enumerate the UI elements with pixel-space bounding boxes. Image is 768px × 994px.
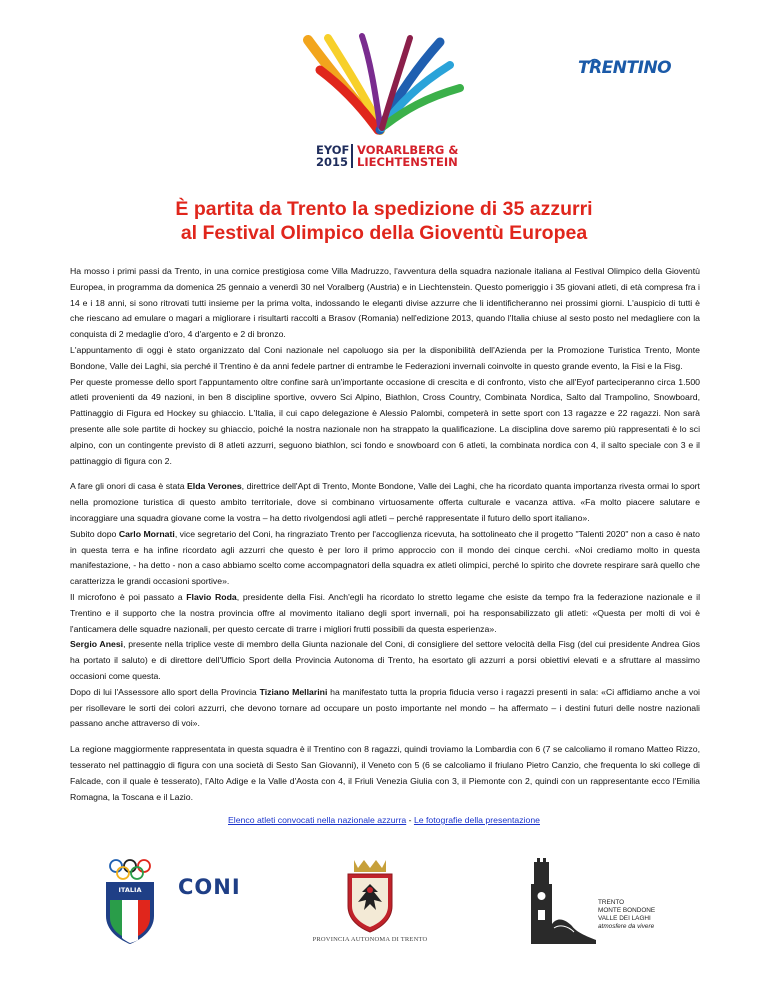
speaker-name: Carlo Mornati xyxy=(118,528,175,539)
paragraph-anesi xyxy=(70,637,700,684)
text-segment: A fare gli onori di casa è stata xyxy=(70,481,188,492)
coni-logo xyxy=(100,856,241,946)
italia-label: ITALIA xyxy=(118,886,142,894)
text-segment: , vice segretario del Coni, ha ringraziato Trento per l'accoglienza ricevuta, ha sottolineato che il progetto "Talenti 2020" non a caso è nato in questa terra e ha infine ricordato agli azzurri che questo è per loro il primo approccio con il mondo dei cinque cerchi. «Noi crediamo molto in questa manifestazione, - ha detto - non a caso abbiamo scelto come accompagnatori della squadra ex atleti olimpici, perché lo spirito che dovrete respirare sarà quello che caratterizza le grandi occasioni sportive». xyxy=(70,528,700,587)
link-separator: - xyxy=(406,815,414,825)
eyof-label: EYOF xyxy=(316,143,350,157)
eyof-host-block xyxy=(357,144,458,168)
text-segment: ha manifestato tutta la propria fiducia verso i ragazzi presenti in sala: «Ci affidiamo anche a voi per risollevare le sorti dei colori azzurri, che devono tornare ad occupare un posto importante nel mondo – ha affermato – i destini futuri delle nostre nazionali passano anche attraverso di voi». xyxy=(70,686,700,729)
eyof-year: 2015 xyxy=(316,155,349,169)
eyof-divider xyxy=(351,144,353,168)
trentino-logo xyxy=(578,56,688,96)
speaker-name: Sergio Anesi xyxy=(70,639,124,650)
apt-line-laghi: VALLE DEI LAGHI xyxy=(598,915,651,922)
paragraph-intro: Ha mosso i primi passi da Trento, in una cornice prestigiosa come Villa Madruzzo, l'avventura della squadra nazionale italiana al Festival Olimpico della Gioventù Europea, in programma da domenica 25 gennaio a venerdì 30 nel Voralberg (Austria) e in Liechtenstein. Questo pomeriggio i 35 giovani atleti, di età compresa fra i 14 e i 18 anni, si sono ritrovati tutti insieme per la prima volta, indossando le eleganti divise azzurre che li identificheranno nei prossimi giorni. L'auspicio di tutti è che riescano ad emulare o magari a migliorare i risultarti raccolti a Brasov (Romania) nell'edizione 2013, quando l'Italia chiuse al sesto posto nel medagliere con la conquista di 2 medaglie d'oro, 4 d'argento e 2 di bronzo. xyxy=(70,266,700,340)
paragraph-organization: L'appuntamento di oggi è stato organizzato dal Coni nazionale nel capoluogo sia per la disponibilità dell'Azienda per la Promozione Turistica Trento, Monte Bondone, Valle dei Laghi, sia perché il Trentino è da anni fedele partner di entrambe le Federazioni invernali coinvolte in questo grande evento, la Fisi e la Fisg. xyxy=(70,344,700,371)
provincia-trento-logo xyxy=(300,856,440,956)
article-headline xyxy=(0,197,768,245)
eyof-host-line1: VORARLBERG & xyxy=(357,143,459,157)
paragraph-mornati xyxy=(70,527,700,590)
speaker-name: Elda Verones xyxy=(187,481,242,492)
paragraph-verones xyxy=(70,479,700,526)
eyof-swoosh-icon xyxy=(300,30,470,144)
text-segment: Il microfono è poi passato a xyxy=(70,591,187,602)
eyof-year-block xyxy=(316,144,349,168)
eyof-2015-logo xyxy=(300,30,470,170)
trentino-wordmark: TRENTINO xyxy=(578,58,672,78)
speaker-name: Tiziano Mellarini xyxy=(259,686,328,697)
trento-tower-icon xyxy=(516,854,596,954)
apt-line-bondone: MONTE BONDONE xyxy=(598,907,656,914)
apt-trento-logo xyxy=(516,854,716,954)
trentino-butterfly-icon xyxy=(582,56,622,66)
headline-line1: È partita da Trento la spedizione di 35 azzurri xyxy=(175,198,593,220)
headline-line2: al Festival Olimpico della Gioventù Europea xyxy=(180,222,588,244)
apt-line-trento: TRENTO xyxy=(598,899,625,906)
italia-shield-icon xyxy=(100,856,170,946)
paragraph-regions: La regione maggiormente rappresentata in questa squadra è il Trentino con 8 ragazzi, quindi troviamo la Lombardia con 6 (7 se calcoliamo il romano Matteo Rizzo, tesserato nel pattinaggio di figura con una società di Sesto San Giovanni), il Veneto con 5 (6 se calcoliamo il friulano Pietro Canzio, che frequenta lo ski college di Falcade, con il quale è tesserato), l'Alto Adige e la Valle d'Aosta con 4, il Friuli Venezia Giulia con 3, il Piemonte con 2, quindi con un rappresentante ecco l'Emilia Romagna, la Toscana e il Lazio. xyxy=(70,744,700,802)
apt-wordmark xyxy=(598,899,655,931)
related-links xyxy=(0,814,768,826)
paragraph-disciplines: Per queste promesse dello sport l'appuntamento oltre confine sarà un'importante occasione di crescita e di confronto, visto che all'Eyof parteciperanno circa 1.500 atleti provenienti da 49 nazioni, in ben 8 discipline sportive, ovvero Sci Alpino, Biathlon, Cross Country, Combinata Nordica, Salto dal Trampolino, Snowboard, Pattinaggio di Figura ed Hockey su ghiaccio. L'Italia, il cui capo delegazione è Alessio Palombi, competerà in sette sport con 13 ragazze e 22 ragazzi. Non sarà presente alle sole partite di hockey su ghiaccio, poiché la nostra nazionale non ha strappato la qualificazione. La disciplina dove saremo più rappresentati è lo sci alpino, con un contingente previsto di 8 atleti azzurri, seguono biathlon, sci fondo e snowboard con 6 atleti, la combinata nordica con 4, il salto speciale con 3 e il pattinaggio di figura con 2. xyxy=(70,376,700,466)
text-segment: Dopo di lui l'Assessore allo sport della Provincia xyxy=(70,686,260,697)
text-segment: , direttrice dell'Apt di Trento, Monte Bondone, Valle dei Laghi, che ha ricordato quanta importanza rivesta ormai lo sport nella promozione turistica di questo ambito territoriale, dove si combinano virtuosamente offerta culturale e vacanza attiva. «Fa molto piacere salutare e incoraggiare una squadra giovane come la vostra – ha detto rivolgendosi agli atleti – perché rappresentate il futuro dello sport italiano». xyxy=(70,481,700,523)
eyof-host-line2: LIECHTENSTEIN xyxy=(357,155,458,169)
photos-link[interactable]: Le fotografie della presentazione xyxy=(413,815,540,825)
coni-wordmark: CONI xyxy=(178,875,241,899)
athletes-list-link[interactable]: Elenco atleti convocati nella nazionale azzurra xyxy=(228,815,407,825)
provincia-label: PROVINCIA AUTONOMA DI TRENTO xyxy=(312,936,428,943)
text-segment: , presidente della Fisi. Anch'egli ha ricordato lo stretto legame che esiste da tempo fra la federazione nazionale e il Trentino e il supporto che la nostra provincia offre al movimento italiano degli sport invernali, poi ha responsabilizzato gli atleti: «Questa per molti di voi è l'anticamera delle squadre nazionali, per questo cercate di trarre i migliori frutti possibili da questa esperienza». xyxy=(70,591,700,634)
speaker-name: Flavio Roda xyxy=(186,591,237,602)
provincia-coat-of-arms-icon xyxy=(340,856,400,934)
paragraph-mellarini xyxy=(70,685,700,732)
paragraph-roda xyxy=(70,590,700,637)
apt-tagline: atmosfere da vivere xyxy=(598,923,655,930)
text-segment: , presente nella triplice veste di membro della Giunta nazionale del Coni, di consigliere del settore velocità della Fisg (del cui presidente Andrea Gios ha portato il saluto) e di direttore dell'Ufficio Sport della Provincia Autonoma di Trento, ha esortato gli azzurri a porsi obiettivi elevati e a sfruttare al massimo occasioni come questa. xyxy=(70,639,700,681)
article-body xyxy=(70,264,700,805)
text-segment: Subito dopo xyxy=(70,528,119,539)
